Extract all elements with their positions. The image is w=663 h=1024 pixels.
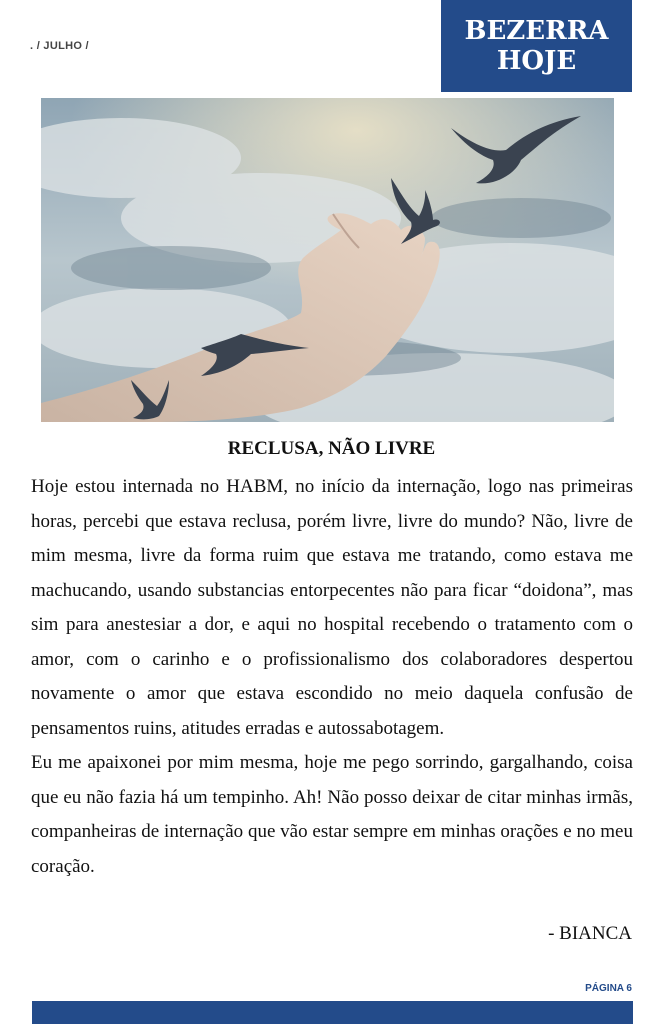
brand-line-2: HOJE <box>496 46 577 76</box>
brand-logo <box>441 0 632 92</box>
article-title: RECLUSA, NÃO LIVRE <box>227 438 436 459</box>
paragraph: Eu me apaixonei por mim mesma, hoje me pego sorrindo, gargalhando, coisa que eu não fazia há um tempinho. Ah! Não posso deixar de citar minhas irmãs, companheiras de internação que vão estar sempre em minhas orações e no meu coração. <box>31 752 633 877</box>
author-signature: - BIANCA <box>548 923 632 944</box>
paragraph: Hoje estou internada no HABM, no início da internação, logo nas primeiras horas, percebi que estava reclusa, porém livre, livre do mundo? Não, livre de mim mesma, livre da forma ruim que estava me tratando, como estava me machucando, usando substancias entorpecentes não para ficar “doidona”, mas sim para anestesiar a dor, e aqui no hospital recebendo o tratamento com o amor, com o carinho e o profissionalismo dos colaboradores despertou novamente o amor que estava escondido no meio daquela confusão de pensamentos ruins, atitudes erradas e autossabotagem. <box>31 476 633 739</box>
hero-image <box>41 98 614 422</box>
article-body <box>31 470 633 884</box>
page-number: PÁGINA 6 <box>585 983 632 994</box>
footer-bar <box>32 1001 633 1024</box>
brand-line-1: BEZERRA <box>464 16 609 46</box>
issue-date: . / JULHO / <box>30 40 89 52</box>
